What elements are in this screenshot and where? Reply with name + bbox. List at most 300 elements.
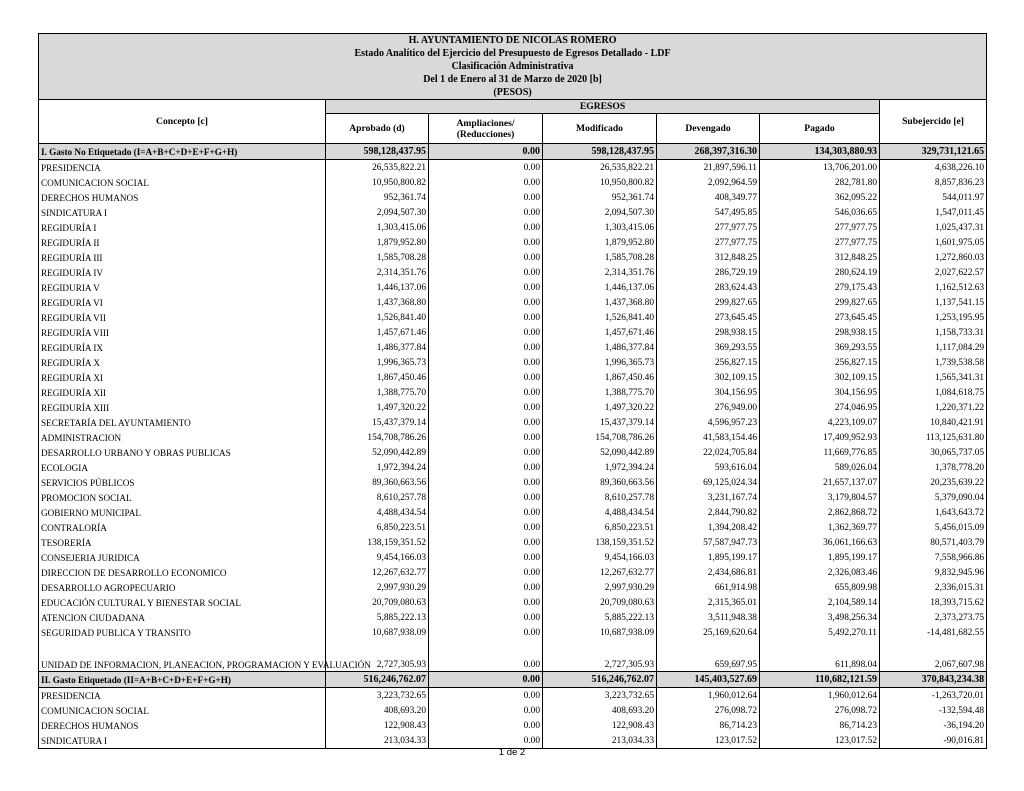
- cell-subejercido: 329,731,121.65: [880, 144, 987, 160]
- cell-devengado: 145,403,527.69: [657, 672, 760, 688]
- table-row: [39, 490, 987, 505]
- cell-pagado: 123,017.52: [760, 733, 880, 749]
- cell-concepto: EDUCACIÓN CULTURAL Y BIENESTAR SOCIAL: [39, 595, 326, 610]
- cell-ampliaciones: 0.00: [429, 703, 543, 718]
- cell-concepto: SERVICIOS PÚBLICOS: [39, 475, 326, 490]
- org-name: H. AYUNTAMIENTO DE NICOLAS ROMERO: [408, 35, 617, 46]
- cell-ampliaciones: 0.00: [429, 625, 543, 640]
- units: (PESOS): [493, 87, 532, 98]
- classification: Clasificación Administrativa: [451, 61, 574, 72]
- header-concepto: Concepto [c]: [39, 100, 326, 144]
- cell-concepto: CONSEJERIA JURIDICA: [39, 550, 326, 565]
- cell-devengado: 661,914.98: [657, 580, 760, 595]
- cell-aprobado: 4,488,434.54: [326, 505, 429, 520]
- cell-subejercido: 1,643,643.72: [880, 505, 987, 520]
- cell-aprobado: 52,090,442.89: [326, 445, 429, 460]
- cell-concepto: SECRETARÍA DEL AYUNTAMIENTO: [39, 415, 326, 430]
- cell-subejercido: 8,857,836.23: [880, 175, 987, 190]
- cell-pagado: 655,809.98: [760, 580, 880, 595]
- cell-ampliaciones: 0.00: [429, 640, 543, 672]
- cell-subejercido: 5,379,090.04: [880, 490, 987, 505]
- cell-devengado: 276,098.72: [657, 703, 760, 718]
- cell-ampliaciones: 0.00: [429, 565, 543, 580]
- cell-concepto: UNIDAD DE INFORMACION, PLANEACION, PROGRAMACION Y EVALUACIÓN: [39, 640, 326, 672]
- cell-concepto: CONTRALORÍA: [39, 520, 326, 535]
- cell-aprobado: 89,360,663.56: [326, 475, 429, 490]
- cell-aprobado: 15,437,379.14: [326, 415, 429, 430]
- cell-devengado: 302,109.15: [657, 370, 760, 385]
- cell-ampliaciones: 0.00: [429, 190, 543, 205]
- cell-modificado: 213,034.33: [543, 733, 657, 749]
- cell-aprobado: 516,246,762.07: [326, 672, 429, 688]
- report-name: Estado Analítico del Ejercicio del Presupuesto de Egresos Detallado - LDF: [354, 48, 671, 59]
- table-row: [39, 340, 987, 355]
- cell-pagado: 2,326,083.46: [760, 565, 880, 580]
- cell-ampliaciones: 0.00: [429, 310, 543, 325]
- cell-concepto: PRESIDENCIA: [39, 688, 326, 704]
- cell-concepto: DIRECCION DE DESARROLLO ECONOMICO: [39, 565, 326, 580]
- table-row: [39, 520, 987, 535]
- cell-subejercido: 2,027,622.57: [880, 265, 987, 280]
- cell-subejercido: 4,638,226.10: [880, 160, 987, 176]
- table-row: [39, 310, 987, 325]
- cell-ampliaciones: 0.00: [429, 220, 543, 235]
- cell-devengado: 2,434,686.81: [657, 565, 760, 580]
- table-row: [39, 175, 987, 190]
- cell-aprobado: 9,454,166.03: [326, 550, 429, 565]
- cell-devengado: 22,024,705.84: [657, 445, 760, 460]
- cell-subejercido: 1,117,084.29: [880, 340, 987, 355]
- cell-ampliaciones: 0.00: [429, 460, 543, 475]
- cell-modificado: 122,908.43: [543, 718, 657, 733]
- cell-concepto: SINDICATURA I: [39, 733, 326, 749]
- cell-aprobado: 12,267,632.77: [326, 565, 429, 580]
- cell-aprobado: 1,446,137.06: [326, 280, 429, 295]
- cell-pagado: 276,098.72: [760, 703, 880, 718]
- cell-devengado: 286,729.19: [657, 265, 760, 280]
- cell-devengado: 4,596,957.23: [657, 415, 760, 430]
- cell-subejercido: 1,565,341.31: [880, 370, 987, 385]
- cell-modificado: 1,996,365.73: [543, 355, 657, 370]
- cell-concepto: REGIDURÍA III: [39, 250, 326, 265]
- cell-ampliaciones: 0.00: [429, 175, 543, 190]
- cell-concepto: REGIDURÍA VII: [39, 310, 326, 325]
- cell-modificado: 154,708,786.26: [543, 430, 657, 445]
- cell-devengado: 3,511,948.38: [657, 610, 760, 625]
- cell-aprobado: 26,535,822.21: [326, 160, 429, 176]
- cell-aprobado: 122,908.43: [326, 718, 429, 733]
- table-row: [39, 550, 987, 565]
- cell-devengado: 1,960,012.64: [657, 688, 760, 704]
- cell-pagado: 299,827.65: [760, 295, 880, 310]
- cell-ampliaciones: 0.00: [429, 385, 543, 400]
- cell-subejercido: -36,194.20: [880, 718, 987, 733]
- table-row: [39, 280, 987, 295]
- table-row: [39, 250, 987, 265]
- cell-aprobado: 1,867,450.46: [326, 370, 429, 385]
- header-subejercido: Subejercido [e]: [880, 100, 987, 144]
- cell-ampliaciones: 0.00: [429, 160, 543, 176]
- cell-ampliaciones: 0.00: [429, 672, 543, 688]
- table-total-row: [39, 672, 987, 688]
- cell-ampliaciones: 0.00: [429, 265, 543, 280]
- cell-devengado: 277,977.75: [657, 220, 760, 235]
- cell-modificado: 3,223,732.65: [543, 688, 657, 704]
- cell-devengado: 408,349.77: [657, 190, 760, 205]
- cell-devengado: 41,583,154.46: [657, 430, 760, 445]
- header-ampliaciones: Ampliaciones/ (Reducciones): [429, 114, 543, 144]
- table-row: [39, 235, 987, 250]
- cell-modificado: 1,497,320.22: [543, 400, 657, 415]
- cell-subejercido: 7,558,966.86: [880, 550, 987, 565]
- cell-concepto: REGIDURÍA XII: [39, 385, 326, 400]
- cell-concepto: REGIDURIA V: [39, 280, 326, 295]
- cell-aprobado: 1,879,952.80: [326, 235, 429, 250]
- table-row: [39, 595, 987, 610]
- cell-aprobado: 20,709,080.63: [326, 595, 429, 610]
- table-total-row: [39, 144, 987, 160]
- cell-subejercido: -132,594.48: [880, 703, 987, 718]
- cell-concepto: PRESIDENCIA: [39, 160, 326, 176]
- cell-concepto: SEGURIDAD PUBLICA Y TRANSITO: [39, 625, 326, 640]
- cell-aprobado: 10,687,938.09: [326, 625, 429, 640]
- table-row: [39, 160, 987, 176]
- cell-devengado: 283,624.43: [657, 280, 760, 295]
- cell-pagado: 3,179,804.57: [760, 490, 880, 505]
- cell-modificado: 1,526,841.40: [543, 310, 657, 325]
- cell-aprobado: 1,996,365.73: [326, 355, 429, 370]
- cell-pagado: 4,223,109.07: [760, 415, 880, 430]
- cell-devengado: 268,397,316.30: [657, 144, 760, 160]
- cell-concepto: ATENCION CIUDADANA: [39, 610, 326, 625]
- cell-pagado: 611,898.04: [760, 640, 880, 672]
- cell-ampliaciones: 0.00: [429, 355, 543, 370]
- cell-concepto: COMUNICACION SOCIAL: [39, 175, 326, 190]
- table-row: [39, 445, 987, 460]
- cell-modificado: 10,687,938.09: [543, 625, 657, 640]
- table-row: [39, 265, 987, 280]
- cell-modificado: 2,094,507.30: [543, 205, 657, 220]
- cell-aprobado: 3,223,732.65: [326, 688, 429, 704]
- cell-pagado: 369,293.55: [760, 340, 880, 355]
- header-egresos: EGRESOS: [326, 100, 880, 114]
- cell-modificado: 8,610,257.78: [543, 490, 657, 505]
- cell-aprobado: 1,303,415.06: [326, 220, 429, 235]
- cell-devengado: 593,616.04: [657, 460, 760, 475]
- cell-modificado: 952,361.74: [543, 190, 657, 205]
- cell-ampliaciones: 0.00: [429, 370, 543, 385]
- cell-devengado: 312,848.25: [657, 250, 760, 265]
- cell-aprobado: 2,094,507.30: [326, 205, 429, 220]
- cell-ampliaciones: 0.00: [429, 280, 543, 295]
- cell-pagado: 277,977.75: [760, 220, 880, 235]
- cell-pagado: 1,960,012.64: [760, 688, 880, 704]
- cell-pagado: 13,706,201.00: [760, 160, 880, 176]
- cell-aprobado: 138,159,351.52: [326, 535, 429, 550]
- cell-concepto: REGIDURÍA VIII: [39, 325, 326, 340]
- cell-pagado: 11,669,776.85: [760, 445, 880, 460]
- cell-modificado: 1,486,377.84: [543, 340, 657, 355]
- cell-modificado: 1,879,952.80: [543, 235, 657, 250]
- cell-concepto: REGIDURÍA I: [39, 220, 326, 235]
- table-row: [39, 535, 987, 550]
- cell-modificado: 4,488,434.54: [543, 505, 657, 520]
- cell-pagado: 2,862,868.72: [760, 505, 880, 520]
- cell-subejercido: 1,547,011.45: [880, 205, 987, 220]
- cell-aprobado: 5,885,222.13: [326, 610, 429, 625]
- cell-ampliaciones: 0.00: [429, 520, 543, 535]
- cell-pagado: 134,303,880.93: [760, 144, 880, 160]
- cell-devengado: 2,315,365.01: [657, 595, 760, 610]
- table-row: [39, 355, 987, 370]
- cell-aprobado: 154,708,786.26: [326, 430, 429, 445]
- cell-pagado: 1,362,369.77: [760, 520, 880, 535]
- table-row: [39, 718, 987, 733]
- cell-concepto: REGIDURÍA XI: [39, 370, 326, 385]
- cell-ampliaciones: 0.00: [429, 595, 543, 610]
- cell-modificado: 598,128,437.95: [543, 144, 657, 160]
- cell-subejercido: 2,067,607.98: [880, 640, 987, 672]
- cell-modificado: 2,997,930.29: [543, 580, 657, 595]
- cell-pagado: 298,938.15: [760, 325, 880, 340]
- header-aprobado: Aprobado (d): [326, 114, 429, 144]
- cell-concepto: REGIDURÍA VI: [39, 295, 326, 310]
- cell-modificado: 516,246,762.07: [543, 672, 657, 688]
- cell-subejercido: 30,065,737.05: [880, 445, 987, 460]
- cell-pagado: 280,624.19: [760, 265, 880, 280]
- table-row: [39, 475, 987, 490]
- cell-aprobado: 1,388,775.70: [326, 385, 429, 400]
- header-modificado: Modificado: [543, 114, 657, 144]
- cell-devengado: 69,125,024.34: [657, 475, 760, 490]
- cell-modificado: 10,950,800.82: [543, 175, 657, 190]
- cell-aprobado: 1,526,841.40: [326, 310, 429, 325]
- cell-concepto: REGIDURÍA IX: [39, 340, 326, 355]
- table-row: [39, 688, 987, 704]
- cell-concepto: DERECHOS HUMANOS: [39, 718, 326, 733]
- cell-devengado: 1,895,199.17: [657, 550, 760, 565]
- cell-concepto: TESORERÍA: [39, 535, 326, 550]
- cell-ampliaciones: 0.00: [429, 505, 543, 520]
- cell-subejercido: 1,158,733.31: [880, 325, 987, 340]
- cell-ampliaciones: 0.00: [429, 580, 543, 595]
- cell-devengado: 659,697.95: [657, 640, 760, 672]
- cell-aprobado: 598,128,437.95: [326, 144, 429, 160]
- cell-concepto: GOBIERNO MUNICIPAL: [39, 505, 326, 520]
- cell-ampliaciones: 0.00: [429, 535, 543, 550]
- cell-devengado: 57,587,947.73: [657, 535, 760, 550]
- cell-modificado: 89,360,663.56: [543, 475, 657, 490]
- cell-ampliaciones: 0.00: [429, 415, 543, 430]
- cell-aprobado: 1,585,708.28: [326, 250, 429, 265]
- cell-ampliaciones: 0.00: [429, 340, 543, 355]
- cell-devengado: 86,714.23: [657, 718, 760, 733]
- cell-subejercido: 20,235,639.22: [880, 475, 987, 490]
- cell-modificado: 1,972,394.24: [543, 460, 657, 475]
- cell-modificado: 1,303,415.06: [543, 220, 657, 235]
- cell-modificado: 5,885,222.13: [543, 610, 657, 625]
- cell-modificado: 408,693.20: [543, 703, 657, 718]
- table-row: [39, 325, 987, 340]
- table-row: [39, 505, 987, 520]
- cell-concepto: I. Gasto No Etiquetado (I=A+B+C+D+E+F+G+H): [39, 144, 326, 160]
- cell-subejercido: 113,125,631.80: [880, 430, 987, 445]
- cell-concepto: DESARROLLO AGROPECUARIO: [39, 580, 326, 595]
- cell-modificado: 2,727,305.93: [543, 640, 657, 672]
- table-row: [39, 190, 987, 205]
- cell-pagado: 282,781.80: [760, 175, 880, 190]
- cell-pagado: 3,498,256.34: [760, 610, 880, 625]
- cell-devengado: 276,949.00: [657, 400, 760, 415]
- cell-pagado: 302,109.15: [760, 370, 880, 385]
- cell-pagado: 5,492,270.11: [760, 625, 880, 640]
- cell-pagado: 36,061,166.63: [760, 535, 880, 550]
- cell-devengado: 277,977.75: [657, 235, 760, 250]
- cell-subejercido: 1,137,541.15: [880, 295, 987, 310]
- period: Del 1 de Enero al 31 de Marzo de 2020 [b]: [423, 74, 602, 85]
- cell-aprobado: 6,850,223.51: [326, 520, 429, 535]
- table-row: [39, 580, 987, 595]
- cell-concepto: REGIDURÍA XIII: [39, 400, 326, 415]
- table-row: [39, 565, 987, 580]
- table-row: [39, 625, 987, 640]
- cell-modificado: 1,388,775.70: [543, 385, 657, 400]
- cell-modificado: 1,585,708.28: [543, 250, 657, 265]
- cell-subejercido: 1,253,195.95: [880, 310, 987, 325]
- cell-modificado: 1,457,671.46: [543, 325, 657, 340]
- cell-subejercido: 1,084,618.75: [880, 385, 987, 400]
- cell-concepto: II. Gasto Etiquetado (II=A+B+C+D+E+F+G+H): [39, 672, 326, 688]
- cell-devengado: 299,827.65: [657, 295, 760, 310]
- cell-devengado: 273,645.45: [657, 310, 760, 325]
- table-row: [39, 400, 987, 415]
- cell-pagado: 2,104,589.14: [760, 595, 880, 610]
- cell-subejercido: -90,016.81: [880, 733, 987, 749]
- table-row: [39, 460, 987, 475]
- cell-ampliaciones: 0.00: [429, 205, 543, 220]
- table-row: [39, 703, 987, 718]
- cell-modificado: 1,446,137.06: [543, 280, 657, 295]
- cell-ampliaciones: 0.00: [429, 400, 543, 415]
- table-row: [39, 415, 987, 430]
- cell-ampliaciones: 0.00: [429, 250, 543, 265]
- cell-ampliaciones: 0.00: [429, 235, 543, 250]
- cell-ampliaciones: 0.00: [429, 733, 543, 749]
- cell-ampliaciones: 0.00: [429, 490, 543, 505]
- cell-modificado: 9,454,166.03: [543, 550, 657, 565]
- cell-pagado: 21,657,137.07: [760, 475, 880, 490]
- cell-pagado: 273,645.45: [760, 310, 880, 325]
- cell-devengado: 123,017.52: [657, 733, 760, 749]
- cell-subejercido: 9,832,945.96: [880, 565, 987, 580]
- cell-pagado: 277,977.75: [760, 235, 880, 250]
- cell-pagado: 256,827.15: [760, 355, 880, 370]
- cell-devengado: 25,169,620.64: [657, 625, 760, 640]
- cell-devengado: 1,394,208.42: [657, 520, 760, 535]
- cell-pagado: 1,895,199.17: [760, 550, 880, 565]
- cell-subejercido: 5,456,015.09: [880, 520, 987, 535]
- cell-modificado: 2,314,351.76: [543, 265, 657, 280]
- cell-concepto: ECOLOGIA: [39, 460, 326, 475]
- cell-aprobado: 213,034.33: [326, 733, 429, 749]
- table-row: [39, 220, 987, 235]
- table-row: [39, 370, 987, 385]
- cell-aprobado: 408,693.20: [326, 703, 429, 718]
- cell-concepto: COMUNICACION SOCIAL: [39, 703, 326, 718]
- header-pagado: Pagado: [760, 114, 880, 144]
- cell-aprobado: 2,727,305.93: [326, 640, 429, 672]
- cell-subejercido: 1,739,538.58: [880, 355, 987, 370]
- cell-subejercido: 1,378,778.20: [880, 460, 987, 475]
- cell-pagado: 110,682,121.59: [760, 672, 880, 688]
- budget-table: [38, 33, 987, 749]
- cell-modificado: 138,159,351.52: [543, 535, 657, 550]
- cell-subejercido: 1,272,860.03: [880, 250, 987, 265]
- cell-ampliaciones: 0.00: [429, 144, 543, 160]
- cell-ampliaciones: 0.00: [429, 295, 543, 310]
- cell-devengado: 2,092,964.59: [657, 175, 760, 190]
- table-row: [39, 610, 987, 625]
- cell-aprobado: 1,497,320.22: [326, 400, 429, 415]
- cell-subejercido: -1,263,720.01: [880, 688, 987, 704]
- cell-aprobado: 2,997,930.29: [326, 580, 429, 595]
- cell-pagado: 589,026.04: [760, 460, 880, 475]
- cell-subejercido: 1,220,371.22: [880, 400, 987, 415]
- cell-aprobado: 1,437,368.80: [326, 295, 429, 310]
- cell-pagado: 362,095.22: [760, 190, 880, 205]
- cell-concepto: ADMINISTRACION: [39, 430, 326, 445]
- cell-ampliaciones: 0.00: [429, 475, 543, 490]
- cell-pagado: 17,409,952.93: [760, 430, 880, 445]
- table-row: [39, 385, 987, 400]
- cell-subejercido: 10,840,421.91: [880, 415, 987, 430]
- cell-concepto: DERECHOS HUMANOS: [39, 190, 326, 205]
- cell-subejercido: 18,393,715.62: [880, 595, 987, 610]
- cell-modificado: 52,090,442.89: [543, 445, 657, 460]
- cell-pagado: 312,848.25: [760, 250, 880, 265]
- cell-pagado: 274,046.95: [760, 400, 880, 415]
- cell-aprobado: 952,361.74: [326, 190, 429, 205]
- cell-pagado: 86,714.23: [760, 718, 880, 733]
- cell-modificado: 6,850,223.51: [543, 520, 657, 535]
- cell-pagado: 279,175.43: [760, 280, 880, 295]
- cell-pagado: 546,036.65: [760, 205, 880, 220]
- cell-subejercido: 370,843,234.38: [880, 672, 987, 688]
- cell-pagado: 304,156.95: [760, 385, 880, 400]
- cell-subejercido: 544,011.97: [880, 190, 987, 205]
- cell-ampliaciones: 0.00: [429, 325, 543, 340]
- cell-modificado: 1,867,450.46: [543, 370, 657, 385]
- cell-subejercido: 2,373,273.75: [880, 610, 987, 625]
- cell-devengado: 547,495.85: [657, 205, 760, 220]
- cell-modificado: 26,535,822.21: [543, 160, 657, 176]
- cell-aprobado: 2,314,351.76: [326, 265, 429, 280]
- cell-aprobado: 10,950,800.82: [326, 175, 429, 190]
- cell-aprobado: 1,457,671.46: [326, 325, 429, 340]
- cell-subejercido: -14,481,682.55: [880, 625, 987, 640]
- cell-concepto: REGIDURÍA II: [39, 235, 326, 250]
- cell-aprobado: 1,486,377.84: [326, 340, 429, 355]
- cell-subejercido: 1,025,437.31: [880, 220, 987, 235]
- cell-devengado: 304,156.95: [657, 385, 760, 400]
- cell-subejercido: 2,336,015.31: [880, 580, 987, 595]
- cell-concepto: REGIDURÍA X: [39, 355, 326, 370]
- cell-devengado: 298,938.15: [657, 325, 760, 340]
- page-number: 1 de 2: [498, 747, 526, 758]
- cell-devengado: 2,844,790.82: [657, 505, 760, 520]
- cell-ampliaciones: 0.00: [429, 688, 543, 704]
- cell-subejercido: 1,601,975.05: [880, 235, 987, 250]
